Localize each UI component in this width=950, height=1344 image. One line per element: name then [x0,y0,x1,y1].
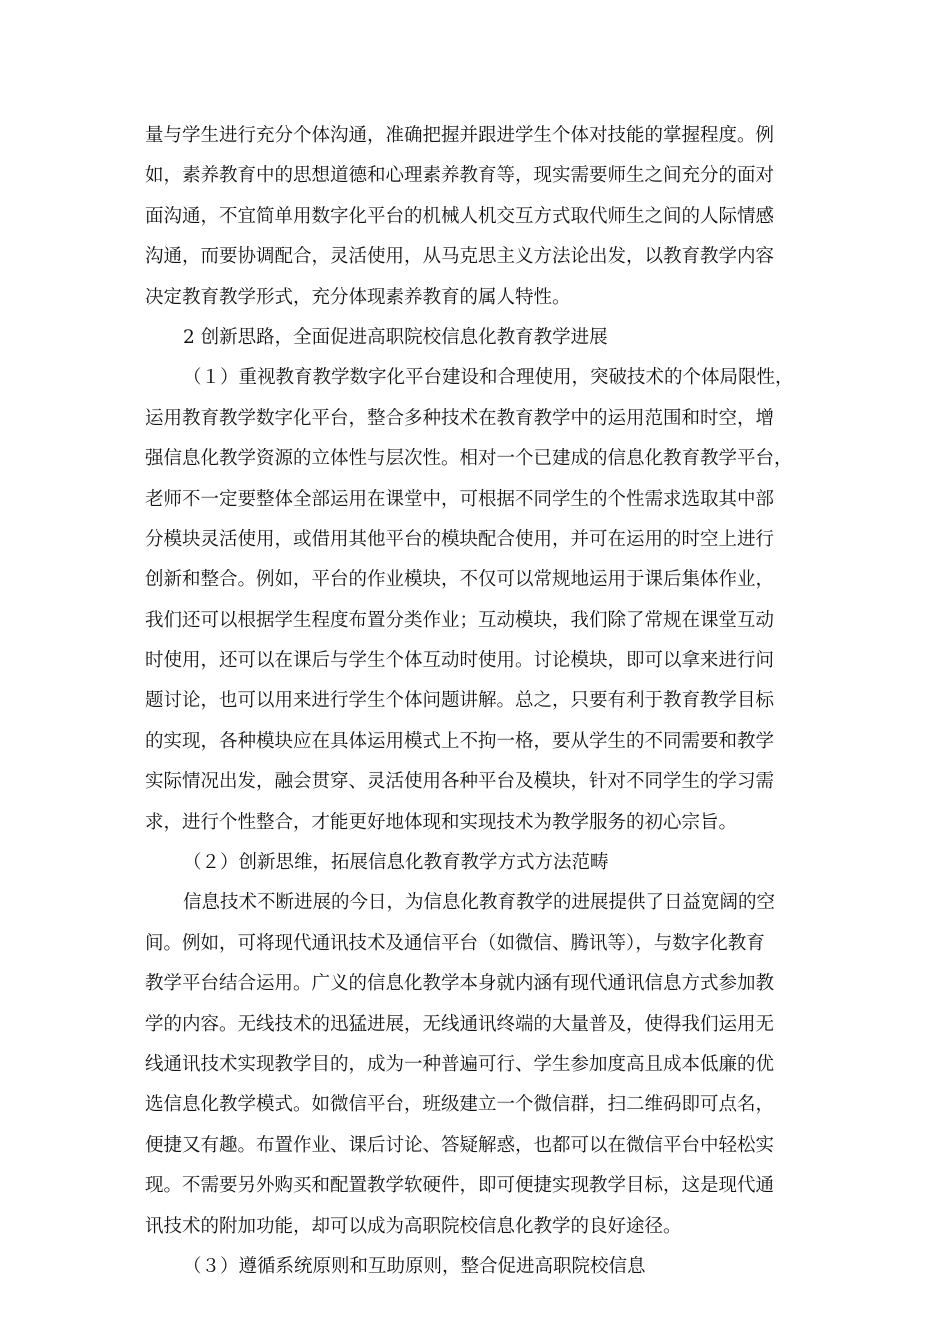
text-line: 便捷又有趣。布置作业、课后讨论、答疑解惑，也都可以在微信平台中轻松实 [145,1134,775,1156]
text-line: 2 创新思路，全面促进高职院校信息化教育教学进展 [183,326,608,348]
text-line: 信息技术不断进展的今日，为信息化教育教学的进展提供了日益宽阔的空 [183,892,776,914]
text-line: 的实现，各种模块应在具体运用模式上不拘一格，要从学生的不同需要和教学 [145,730,775,752]
text-line: 现。不需要另外购买和配置教学软硬件，即可便捷实现教学目标，这是现代通 [145,1175,775,1197]
text-line: （２）创新思维，拓展信息化教育教学方式方法范畴 [183,852,609,874]
text-line: 创新和整合。例如，平台的作业模块，不仅可以常规地运用于课后集体作业， [145,569,775,591]
text-line: 量与学生进行充分个体沟通，准确把握并跟进学生个体对技能的掌握程度。例 [145,125,775,146]
text-line: 间。例如，可将现代通讯技术及通信平台（如微信、腾讯等），与数字化教育 [145,932,765,954]
text-line: 时使用，还可以在课后与学生个体互动时使用。讨论模块，即可以拿来进行问 [145,650,775,672]
text-line: 实际情况出发，融会贯穿、灵活使用各种平台及模块，针对不同学生的学习需 [145,771,775,793]
document-page [145,116,807,1287]
text-line: 分模块灵活使用，或借用其他平台的模块配合使用，并可在运用的时空上进行 [145,528,775,550]
text-line: 沟通，而要协调配合，灵活使用，从马克思主义方法论出发，以教育教学内容 [145,246,775,268]
text-line: （１）重视教育教学数字化平台建设和合理使用，突破技术的个体局限性， [183,367,794,389]
text-line: 决定教育教学形式，充分体现素养教育的属人特性。 [145,286,571,308]
text-line: 老师不一定要整体全部运用在课堂中，可根据不同学生的个性需求选取其中部 [145,488,775,510]
text-line: 运用教育教学数字化平台，整合多种技术在教育教学中的运用范围和时空，增 [145,407,775,429]
text-line: 强信息化教学资源的立体性与层次性。相对一个已建成的信息化教育教学平台， [145,448,793,470]
text-line: 线通讯技术实现教学目的，成为一种普遍可行、学生参加度高且成本低廉的优 [145,1053,775,1075]
text-line: 题讨论，也可以用来进行学生个体问题讲解。总之，只要有利于教育教学目标 [145,690,775,712]
text-line: 讯技术的附加功能，却可以成为高职院校信息化教学的良好途径。 [145,1215,682,1237]
text-line: 面沟通，不宜简单用数字化平台的机械人机交互方式取代师生之间的人际情感 [145,205,775,227]
text-line: （３）遵循系统原则和互助原则，整合促进高职院校信息 [183,1255,646,1277]
text-line: 选信息化教学模式。如微信平台，班级建立一个微信群，扫二维码即可点名， [145,1094,775,1116]
text-line: 求，进行个性整合，才能更好地体现和实现技术为教学服务的初心宗旨。 [145,811,738,833]
text-line: 我们还可以根据学生程度布置分类作业；互动模块，我们除了常规在课堂互动 [145,609,775,631]
text-line: 学的内容。无线技术的迅猛进展，无线通讯终端的大量普及，使得我们运用无 [145,1013,775,1035]
text-line: 教学平台结合运用。广义的信息化教学本身就内涵有现代通讯信息方式参加教 [145,973,775,995]
text-line: 如，素养教育中的思想道德和心理素养教育等，现实需要师生之间充分的面对 [145,165,775,187]
